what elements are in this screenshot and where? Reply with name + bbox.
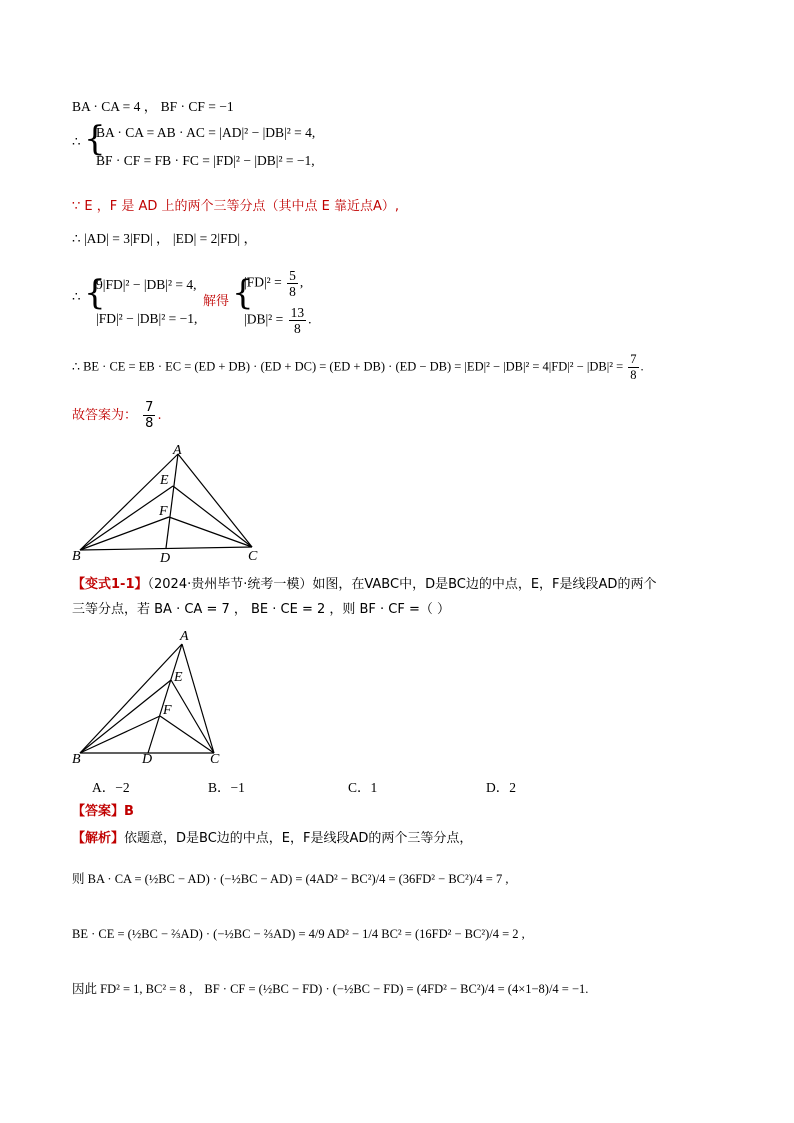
solution-fd: |FD|² = $\frac{5}{8}$ , <box>244 268 304 299</box>
solve-label: 解得 <box>203 294 230 309</box>
analysis-step-1: 则 BA · CA = (½BC − AD) · (−½BC − AD) = (4AD² − BC²)/4 = (36FD² − BC²)/4 = 7 , <box>72 872 509 886</box>
length-relation: ∴ |AD| = 3|FD| ， |ED| = 2|FD| ， <box>72 231 257 246</box>
median-ad <box>166 454 178 548</box>
label-e: E <box>174 670 183 685</box>
system-eq-1: BA · CA = AB · AC = |AD|² − |DB|² = 4, <box>96 125 316 140</box>
system-brace: { <box>84 119 106 159</box>
option-c[interactable]: C．1 <box>348 780 378 795</box>
line-dot-products: BA · CA = 4 ， BF · CF = −1 <box>72 99 234 114</box>
triangle-figure-2 <box>70 626 240 766</box>
triangle-figure-1 <box>70 440 270 565</box>
label-e: E <box>160 473 169 488</box>
label-a: A <box>173 443 182 458</box>
trisection-statement: ∵ E ，F 是 AD 上的两个三等分点（其中点 E 靠近点A）, <box>72 199 400 214</box>
final-answer: 故答案为： $\frac{7}{8}$ . <box>72 400 162 431</box>
side-ab <box>80 644 182 753</box>
label-a: A <box>180 629 189 644</box>
analysis-intro: 【解析】依题意，D是BC边的中点，E，F是线段AD的两个三等分点， <box>72 831 473 846</box>
side-ab <box>80 454 178 550</box>
segment-bf <box>80 517 169 550</box>
label-f: F <box>163 703 172 718</box>
answer-label: 【答案】B <box>72 804 134 819</box>
label-d: D <box>142 752 153 766</box>
system2-eq-1: 9|FD|² − |DB|² = 4, <box>96 277 197 292</box>
be-ce-derivation: ∴ BE · CE = EB · EC = (ED + DB) · (ED + DC) = (ED + DB) · (ED − DB) = |ED|² − |DB|² = 4|FD|² − |DB|² = $\frac{7}{8}$ . <box>72 352 644 382</box>
analysis-step-3: 因此 FD² = 1, BC² = 8 ， BF · CF = (½BC − FD) · (−½BC − FD) = (4FD² − BC²)/4 = (4×1−8)/4 = −1. <box>72 982 589 996</box>
segment-ce <box>171 680 214 753</box>
segment-cf <box>160 716 214 753</box>
variant-problem: 【变式1-1】（2024·贵州毕节·统考一模）如图，在VABC中，D是BC边的中点，E，F是线段AD的两个 <box>72 577 657 592</box>
therefore-symbol-2: ∴ <box>72 289 81 304</box>
label-b: B <box>72 752 81 766</box>
option-b[interactable]: B．−1 <box>208 780 245 795</box>
analysis-step-2: BE · CE = (½BC − ⅔AD) · (−½BC − ⅔AD) = 4/9 AD² − 1/4 BC² = (16FD² − BC²)/4 = 2 , <box>72 927 525 941</box>
segment-be <box>80 680 171 753</box>
label-f: F <box>159 504 168 519</box>
label-d: D <box>160 551 171 565</box>
solution-db: |DB|² = $\frac{13}{8}$ . <box>244 305 312 336</box>
system-eq-2: BF · CF = FB · FC = |FD|² − |DB|² = −1, <box>96 153 315 168</box>
segment-ce <box>173 486 252 547</box>
option-a[interactable]: A．−2 <box>92 780 130 795</box>
system2-eq-2: |FD|² − |DB|² = −1, <box>96 311 198 326</box>
label-c: C <box>248 549 258 564</box>
therefore-symbol: ∴ <box>72 134 81 149</box>
variant-problem-line2: 三等分点，若 BA · CA = 7 ， BE · CE = 2 ，则 BF · CF =（ ） <box>72 602 451 617</box>
solution-brace: { <box>232 273 254 313</box>
system-brace-2: { <box>84 273 106 313</box>
label-c: C <box>210 752 220 766</box>
median-ad <box>148 644 182 753</box>
label-b: B <box>72 549 81 564</box>
option-d[interactable]: D．2 <box>486 780 516 795</box>
side-ac <box>182 644 214 753</box>
